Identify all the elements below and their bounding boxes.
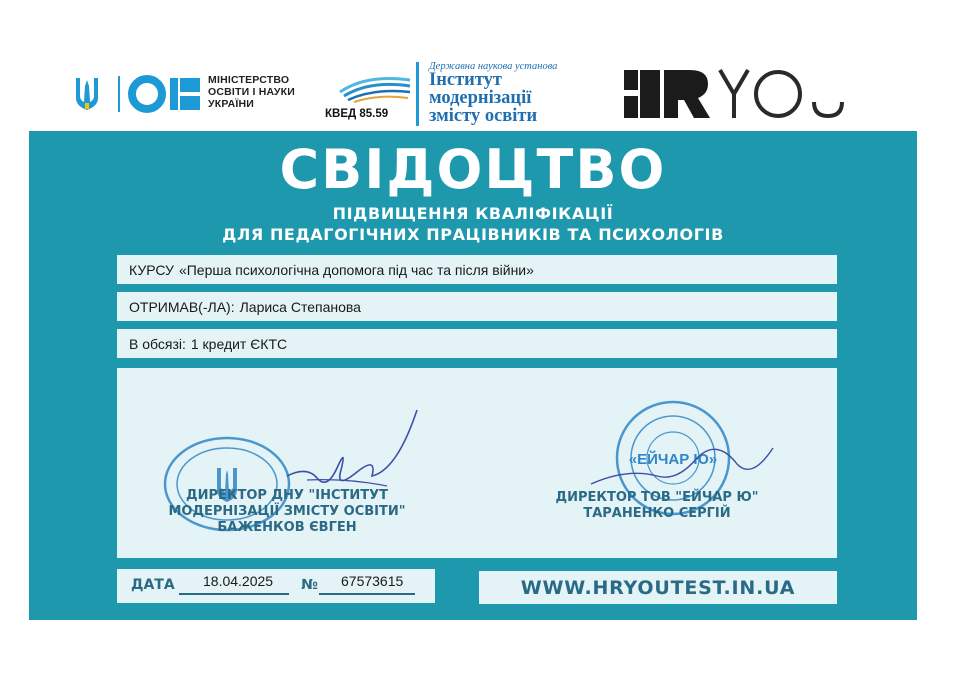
ministry-name [208, 74, 295, 110]
certificate-subtitle-line1: ПІДВИЩЕННЯ КВАЛІФІКАЦІЇ [332, 204, 614, 223]
right-director-caption [517, 490, 797, 522]
course-value: «Перша психологічна допомога під час та після війни» [178, 261, 534, 278]
ministry-name-line: ОСВІТИ І НАУКИ [208, 86, 296, 98]
number-value: 67573615 [341, 573, 404, 589]
right-director-caption-line: ДИРЕКТОР ТОВ "ЕЙЧАР Ю" [555, 490, 759, 505]
website-link[interactable]: WWW.HRYOUTEST.IN.UA [479, 571, 837, 604]
date-label: ДАТА [131, 577, 175, 593]
ministry-name-line: МІНІСТЕРСТВО [208, 74, 290, 86]
left-director-caption-line: МОДЕРНІЗАЦІЇ ЗМІСТУ ОСВІТИ" [168, 504, 406, 519]
institute-wave-logo-icon [336, 70, 414, 106]
ministry-logo-icon [128, 74, 202, 114]
recipient-value: Лариса Степанова [239, 298, 361, 315]
right-director-caption-line: ТАРАНЕНКО СЕРГІЙ [583, 506, 731, 521]
left-director-caption-line: БАЖЕНКОВ ЄВГЕН [217, 520, 357, 535]
director-signature-left [277, 406, 427, 496]
kved-code: КВЕД 85.59 [325, 108, 389, 120]
ministry-logo-divider [118, 76, 120, 112]
volume-field [117, 329, 837, 358]
company-seal-center-text: «ЕЙЧАР Ю» [628, 451, 718, 468]
signatures-box [117, 368, 837, 558]
date-underline [179, 593, 289, 595]
director-signature-right [587, 428, 777, 498]
date-value: 18.04.2025 [203, 573, 274, 589]
hryou-logo-icon [622, 66, 848, 122]
institute-name [429, 71, 537, 125]
trident-emblem-icon [72, 76, 102, 112]
recipient-field [117, 292, 837, 321]
certificate-subtitle-line2: ДЛЯ ПЕДАГОГІЧНИХ ПРАЦІВНИКІВ ТА ПСИХОЛОГІВ [222, 225, 724, 244]
institute-name-line: Інститут [429, 70, 502, 90]
institute-subtitle: Державна наукова установа [429, 61, 558, 72]
institute-name-line: змісту освіти [429, 106, 538, 126]
volume-label: В обсязі: [129, 335, 186, 352]
left-director-caption-line: ДИРЕКТОР ДНУ "ІНСТИТУТ [185, 488, 388, 503]
number-label: № [301, 577, 318, 593]
certificate-title: СВІДОЦТВО [279, 138, 667, 201]
left-director-caption [147, 488, 427, 536]
number-underline [319, 593, 415, 595]
institute-logo-divider [416, 62, 419, 126]
recipient-label: ОТРИМАВ(-ЛА): [129, 298, 235, 315]
ministry-name-line: УКРАЇНИ [208, 98, 255, 110]
course-field [117, 255, 837, 284]
date-number-box [117, 569, 435, 603]
institute-name-line: модернізації [429, 88, 532, 108]
volume-value: 1 кредит ЄКТС [190, 335, 288, 352]
course-label: КУРСУ [129, 261, 174, 278]
